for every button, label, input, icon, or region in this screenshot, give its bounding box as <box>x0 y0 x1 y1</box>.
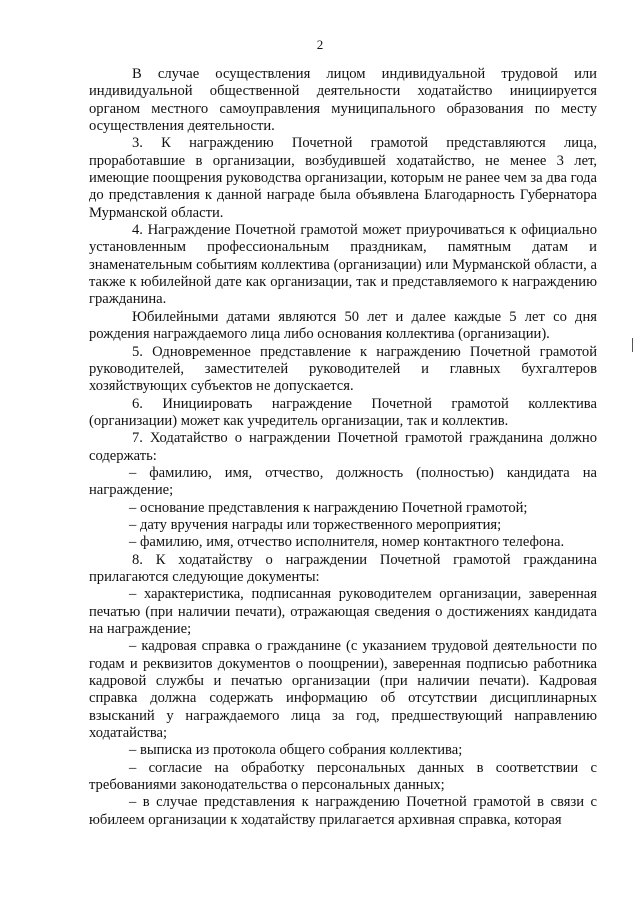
list-item: – кадровая справка о гражданине (с указанием трудовой деятельности по годам и реквизитов документов о поощрении), заверенная подписью работника кадровой службы и печатью организации (при наличии печати). Кадровая справка должна содержать информацию об отсутствии дисциплинарных взысканий у награждаемого лица за год, предшествующий направлению ходатайства; <box>89 638 597 742</box>
paragraph: Юбилейными датами являются 50 лет и далее каждые 5 лет со дня рождения награждаемого лица либо основания коллектива (организации). <box>89 308 597 343</box>
list-item: – фамилию, имя, отчество, должность (полностью) кандидата на награждение; <box>89 464 597 499</box>
list-item: – фамилию, имя, отчество исполнителя, номер контактного телефона. <box>129 534 565 551</box>
document-body <box>89 66 597 829</box>
list-item: – дату вручения награды или торжественного мероприятия; <box>129 516 502 533</box>
list-item: – согласие на обработку персональных данных в соответствии с требованиями законодательства о персональных данных; <box>89 759 597 794</box>
list-item: – в случае представления к награждению Почетной грамотой в связи с юбилеем организации к ходатайству прилагается архивная справка, которая <box>89 794 597 828</box>
paragraph: 5. Одновременное представление к награждению Почетной грамотой руководителей, заместителей руководителей и главных бухгалтеров хозяйствующих субъектов не допускается. <box>89 343 597 395</box>
page-number: 2 <box>316 37 324 52</box>
paragraph: 6. Инициировать награждение Почетной грамотой коллектива (организации) может как учредитель организации, так и коллектив. <box>89 395 597 429</box>
paragraph: 8. К ходатайству о награждении Почетной грамотой гражданина прилагаются следующие документы: <box>89 551 597 585</box>
list-item: – характеристика, подписанная руководителем организации, заверенная печатью (при наличии печати), отражающая сведения о достижениях кандидата на награждение; <box>89 586 597 637</box>
paragraph: 4. Награждение Почетной грамотой может приурочиваться к официально установленным профессиональным праздникам, памятным датам и знаменательным событиям коллектива (организации) или Мурманской области, а также к юбилейной дате как организации, так и представляемого к награждению гражданина. <box>89 222 597 308</box>
list-item: – выписка из протокола общего собрания коллектива; <box>129 742 463 759</box>
margin-mark <box>632 338 633 352</box>
list-item: – основание представления к награждению Почетной грамотой; <box>129 499 528 516</box>
paragraph: 7. Ходатайство о награждении Почетной грамотой гражданина должно содержать: <box>89 430 597 464</box>
paragraph: 3. К награждению Почетной грамотой представляются лица, проработавшие в организации, возбудившей ходатайство, не менее 3 лет, имеющие поощрения руководства организации, которым не ранее чем за два года до представления к данной награде была объявлена Благодарность Губернатора Мурманской области. <box>89 135 597 221</box>
paragraph: В случае осуществления лицом индивидуальной трудовой или индивидуальной общественной деятельности ходатайство инициируется органом местного самоуправления муниципального образования по месту осуществления деятельности. <box>89 66 597 135</box>
